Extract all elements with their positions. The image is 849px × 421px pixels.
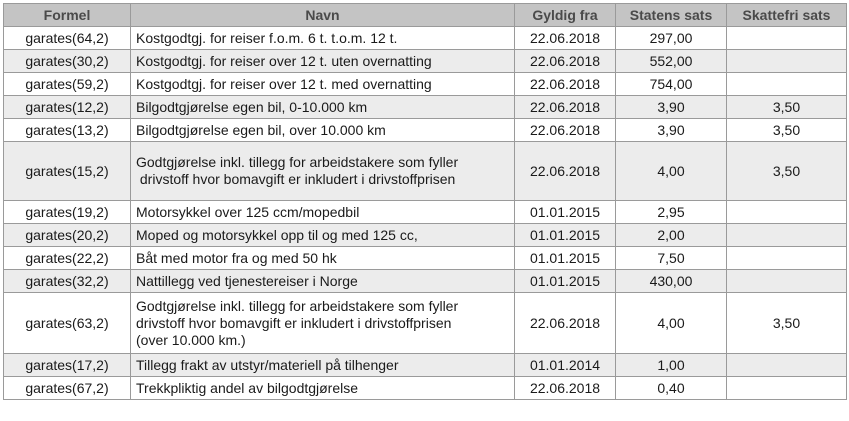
table-row[interactable] [4,50,847,73]
cell-gyldig-fra: 01.01.2015 [515,224,616,247]
cell-gyldig-fra: 22.06.2018 [515,142,616,201]
cell-statens-sats: 7,50 [616,247,727,270]
table-row[interactable] [4,119,847,142]
cell-skattefri-sats [727,270,847,293]
navn-line: Godtgjørelse inkl. tillegg for arbeidstakere som fyller [136,154,459,170]
cell-skattefri-sats: 3,50 [727,293,847,354]
cell-statens-sats: 2,00 [616,224,727,247]
cell-skattefri-sats: 3,50 [727,142,847,201]
cell-navn: Kostgodtgj. for reiser over 12 t. med overnatting [131,73,515,96]
cell-skattefri-sats: 3,50 [727,119,847,142]
cell-navn: Kostgodtgj. for reiser f.o.m. 6 t. t.o.m. 12 t. [131,27,515,50]
rates-table [3,3,847,400]
table-row[interactable] [4,247,847,270]
cell-navn: Tillegg frakt av utstyr/materiell på tilhenger [131,354,515,377]
column-header-skattefri-sats[interactable]: Skattefri sats [727,4,847,27]
cell-formel: garates(15,2) [4,142,131,201]
cell-gyldig-fra: 22.06.2018 [515,96,616,119]
cell-formel: garates(67,2) [4,377,131,400]
cell-gyldig-fra: 01.01.2015 [515,270,616,293]
cell-gyldig-fra: 22.06.2018 [515,73,616,96]
cell-statens-sats: 4,00 [616,293,727,354]
cell-skattefri-sats [727,27,847,50]
cell-gyldig-fra: 22.06.2018 [515,27,616,50]
cell-gyldig-fra: 01.01.2014 [515,354,616,377]
cell-formel: garates(19,2) [4,201,131,224]
cell-navn: Nattillegg ved tjenestereiser i Norge [131,270,515,293]
navn-line: drivstoff hvor bomavgift er inkludert i drivstoffprisen [136,171,456,187]
cell-navn: Båt med motor fra og med 50 hk [131,247,515,270]
cell-navn [131,293,515,354]
navn-line: Godtgjørelse inkl. tillegg for arbeidstakere som fyller [136,297,459,314]
cell-skattefri-sats: 3,50 [727,96,847,119]
table-row[interactable] [4,354,847,377]
cell-statens-sats: 297,00 [616,27,727,50]
cell-skattefri-sats [727,50,847,73]
cell-navn: Motorsykkel over 125 ccm/mopedbil [131,201,515,224]
navn-line: drivstoff hvor bomavgift er inkludert i drivstoffprisen [136,314,452,331]
cell-statens-sats: 4,00 [616,142,727,201]
table-row[interactable] [4,293,847,354]
cell-gyldig-fra: 01.01.2015 [515,201,616,224]
cell-formel: garates(17,2) [4,354,131,377]
cell-formel: garates(13,2) [4,119,131,142]
cell-navn: Trekkpliktig andel av bilgodtgjørelse [131,377,515,400]
cell-skattefri-sats [727,247,847,270]
cell-statens-sats: 1,00 [616,354,727,377]
cell-skattefri-sats [727,224,847,247]
cell-statens-sats: 3,90 [616,119,727,142]
cell-formel: garates(32,2) [4,270,131,293]
cell-formel: garates(59,2) [4,73,131,96]
cell-statens-sats: 552,00 [616,50,727,73]
navn-line: (over 10.000 km.) [136,331,246,348]
cell-navn [131,142,515,201]
cell-navn: Moped og motorsykkel opp til og med 125 cc, [131,224,515,247]
cell-statens-sats: 754,00 [616,73,727,96]
cell-skattefri-sats [727,73,847,96]
cell-statens-sats: 430,00 [616,270,727,293]
table-row[interactable] [4,96,847,119]
cell-statens-sats: 2,95 [616,201,727,224]
cell-formel: garates(12,2) [4,96,131,119]
table-row[interactable] [4,224,847,247]
table-row[interactable] [4,377,847,400]
cell-gyldig-fra: 01.01.2015 [515,247,616,270]
column-header-statens-sats[interactable]: Statens sats [616,4,727,27]
cell-gyldig-fra: 22.06.2018 [515,119,616,142]
cell-gyldig-fra: 22.06.2018 [515,293,616,354]
header-row [4,4,847,27]
cell-navn: Bilgodtgjørelse egen bil, 0-10.000 km [131,96,515,119]
column-header-formel[interactable]: Formel [4,4,131,27]
cell-skattefri-sats [727,377,847,400]
cell-statens-sats: 0,40 [616,377,727,400]
cell-formel: garates(64,2) [4,27,131,50]
cell-gyldig-fra: 22.06.2018 [515,377,616,400]
cell-skattefri-sats [727,354,847,377]
table-row[interactable] [4,73,847,96]
cell-navn: Bilgodtgjørelse egen bil, over 10.000 km [131,119,515,142]
cell-formel: garates(22,2) [4,247,131,270]
cell-formel: garates(63,2) [4,293,131,354]
cell-navn: Kostgodtgj. for reiser over 12 t. uten overnatting [131,50,515,73]
cell-gyldig-fra: 22.06.2018 [515,50,616,73]
table-row[interactable] [4,201,847,224]
cell-formel: garates(20,2) [4,224,131,247]
table-row[interactable] [4,142,847,201]
cell-skattefri-sats [727,201,847,224]
cell-formel: garates(30,2) [4,50,131,73]
table-row[interactable] [4,270,847,293]
column-header-gyldig-fra[interactable]: Gyldig fra [515,4,616,27]
column-header-navn[interactable]: Navn [131,4,515,27]
table-row[interactable] [4,27,847,50]
cell-statens-sats: 3,90 [616,96,727,119]
